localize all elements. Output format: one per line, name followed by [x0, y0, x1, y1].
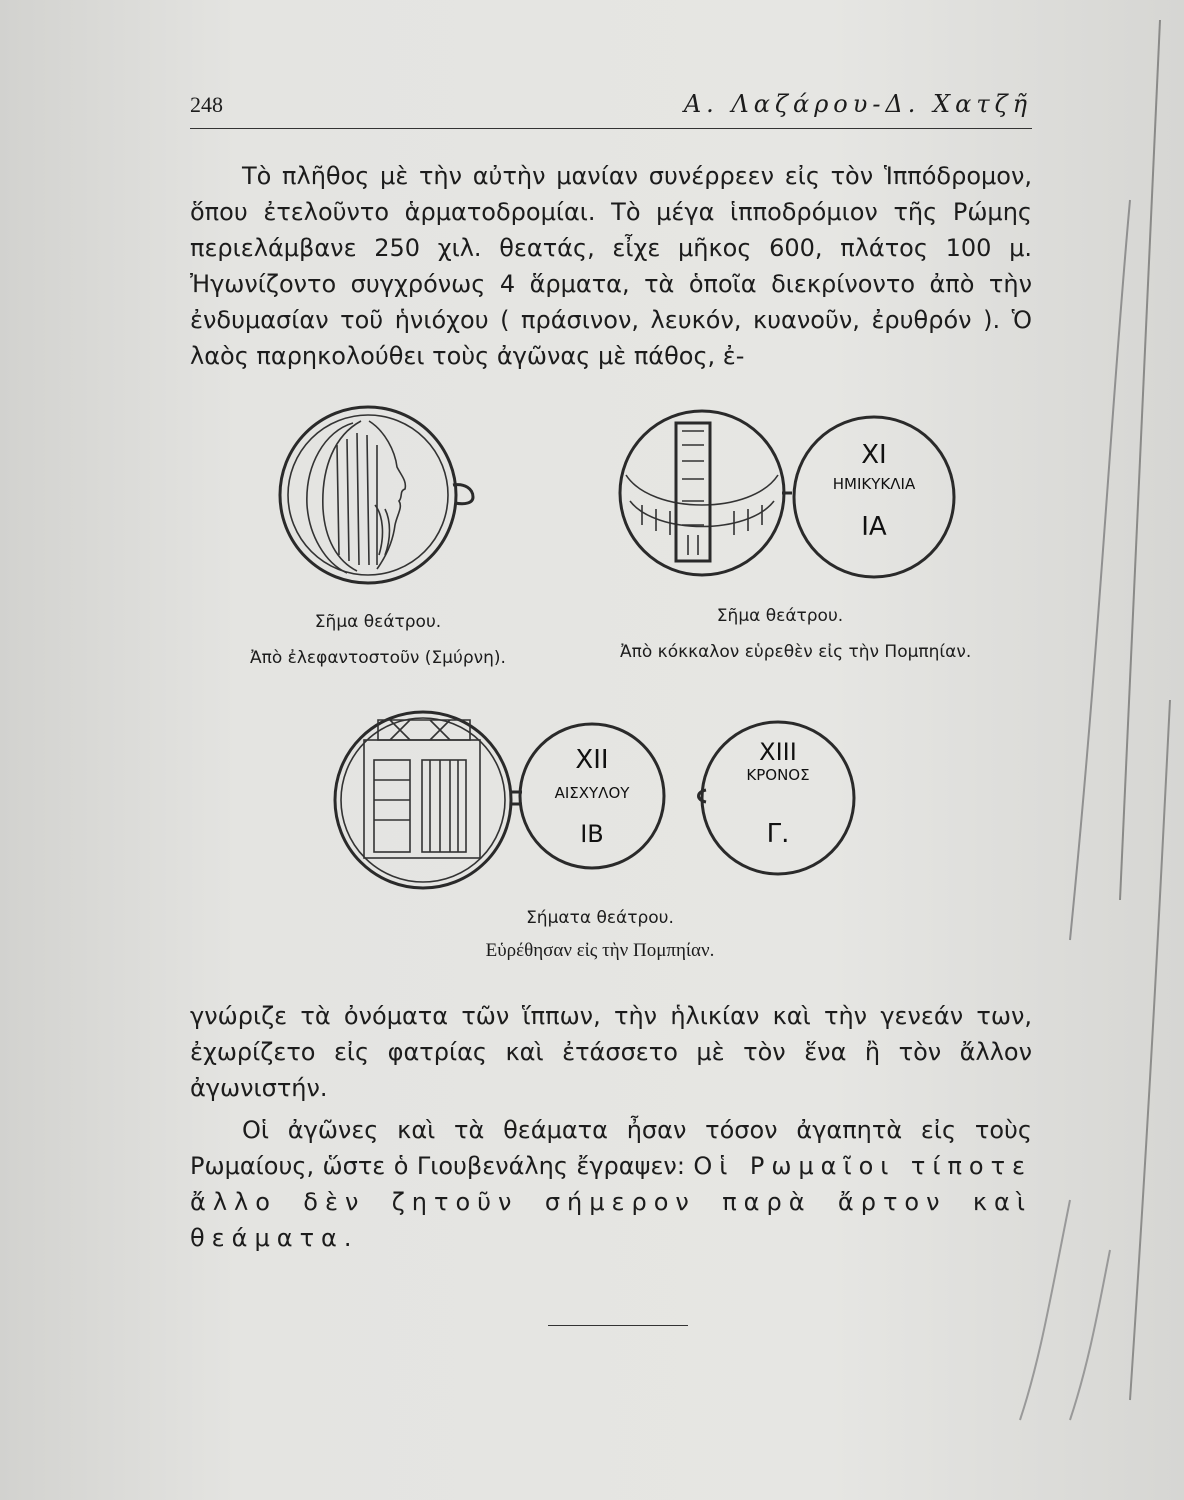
- token-aischylou-bottom: ΙΒ: [580, 820, 604, 848]
- bone-token-word: ΗΜΙΚΥΚΛΙΑ: [832, 475, 916, 493]
- token-aischylou-numeral: XII: [575, 745, 609, 775]
- figure3-caption-2: Εὑρέθησαν εἰς τὴν Πομπηίαν.: [485, 940, 715, 961]
- token-kronos-numeral: XIII: [759, 738, 797, 766]
- bone-token-figure: [612, 405, 957, 590]
- bone-token-bottom: ΙΑ: [861, 512, 887, 542]
- token-kronos-word: ΚΡΟΝΟΣ: [746, 766, 810, 784]
- page-header: [190, 88, 1032, 129]
- section-rule: [548, 1325, 688, 1326]
- token-kronos-bottom: Γ.: [766, 819, 790, 849]
- text-block-bottom: [190, 998, 1032, 1256]
- juvenal-intro: Οἱ ἀγῶνες καὶ τὰ θεάματα ἦσαν τόσον ἀγαπητὰ εἰς τοὺς Ρωμαίους, ὥστε ὁ Γιουβενάλης ἔγραψεν:: [190, 1116, 1032, 1180]
- ivory-token-figure: [265, 405, 495, 595]
- figure2-caption-1: Σῆμα θεάτρου.: [716, 606, 844, 626]
- figure2-caption-2: Ἀπὸ κόκκαλον εὑρεθὲν εἰς τὴν Πομπηίαν.: [620, 642, 972, 662]
- paragraph-hippodrome: Τὸ πλῆθος μὲ τὴν αὐτὴν μανίαν συνέρρεεν εἰς τὸν Ἱππόδρομον, ὅπου ἐτελοῦντο ἁρματοδρομίαι. Τὸ μέγα ἱπποδρόμιον τῆς Ρώμης περιελάμβανε 250 χιλ. θεατάς, εἶχε μῆκος 600, πλάτος 100 μ. Ἠγωνίζοντο συγχρόνως 4 ἅρματα, τὰ ὁποῖα διεκρίνοντο ἀπὸ τὴν ἐνδυμασίαν τοῦ ἡνιόχου ( πράσινον, λευκόν, κυανοῦν, ἐρυθρόν ). Ὁ λαὸς παρηκολούθει τοὺς ἀγῶνας μὲ πάθος, ἐ-: [190, 162, 1032, 370]
- page-number: 248: [190, 92, 223, 117]
- paragraph-continuation: γνώριζε τὰ ὀνόματα τῶν ἵππων, τὴν ἡλικίαν καὶ τὴν γενεάν των, ἐχωρίζετο εἰς φατρίας καὶ ἐτάσσετο μὲ τὸν ἕνα ἢ τὸν ἄλλον ἀγωνιστήν.: [190, 1002, 1032, 1102]
- paragraph-juvenal: [190, 1112, 1032, 1256]
- token-aischylou-word: ΑΙΣΧΥΛΟΥ: [554, 784, 630, 802]
- running-head: Α. Λαζάρου-Δ. Χατζῆ: [683, 90, 1032, 118]
- juvenal-quote: Οἱ Ρωμαῖοι τίποτε ἄλλο δὲν ζητοῦν σήμερον παρὰ ἄρτον καὶ θεάματα.: [190, 1152, 1033, 1252]
- text-block-top: [190, 158, 1032, 374]
- pompeii-tokens-figure: [330, 700, 870, 895]
- figure3-caption-1: Σήματα θεάτρου.: [526, 908, 674, 928]
- pencil-scribbles: [1010, 0, 1184, 1500]
- figure1-caption-1: Σῆμα θεάτρου.: [314, 612, 442, 632]
- figure1-caption-2: Ἀπὸ ἐλεφαντοστοῦν (Σμύρνη).: [250, 648, 506, 668]
- bone-token-numeral: XI: [861, 440, 887, 470]
